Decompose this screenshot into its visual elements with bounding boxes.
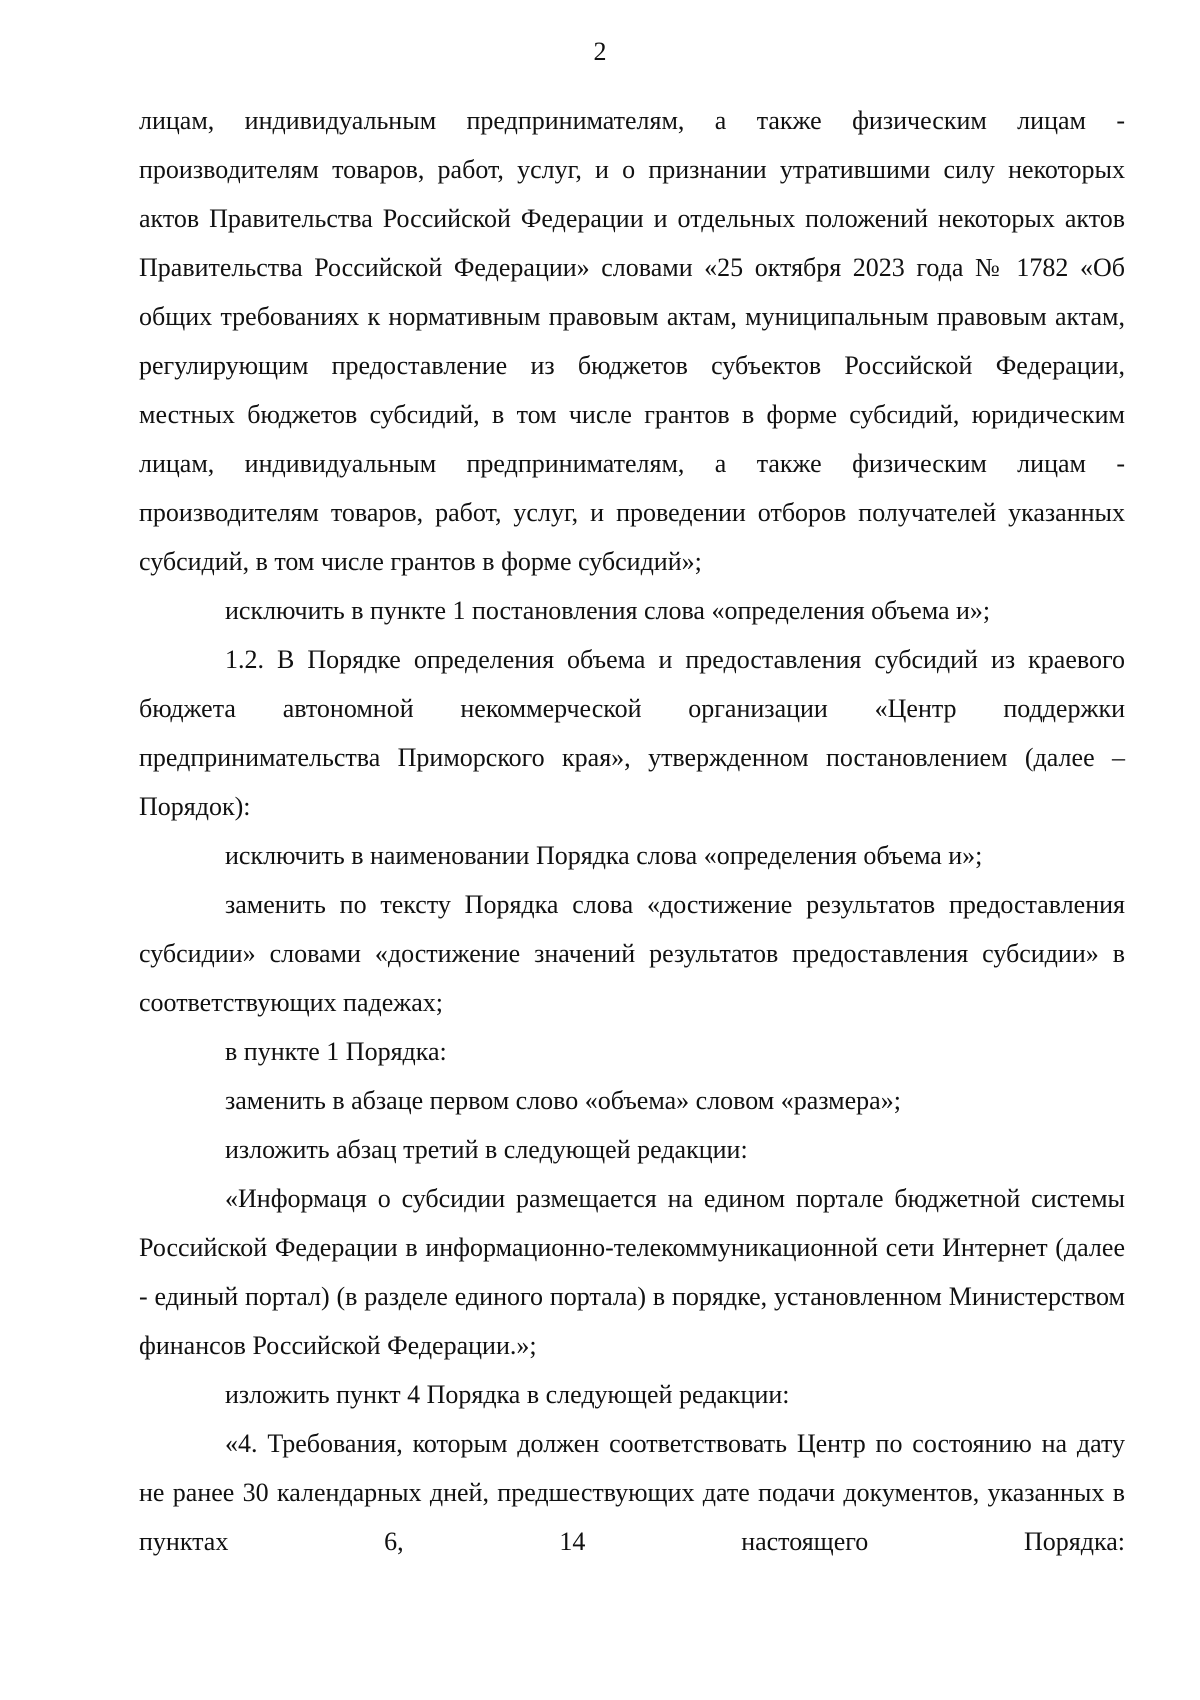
paragraph-exclude-resolution-words: исключить в пункте 1 постановления слова «определения объема и»;: [225, 596, 991, 625]
paragraph-subsidy-info: «Информаця о субсидии размещается на едином портале бюджетной системы Российской Федерации в информационно-телекоммуникационной сети Интернет (далее - единый портал) (в разделе единого портала) в порядке, установленном Министерством финансов Российской Федерации.»;: [139, 1184, 1125, 1360]
paragraph-restate-third: изложить абзац третий в следующей редакции:: [225, 1135, 748, 1164]
document-body: [139, 96, 1125, 1566]
paragraph-replace-text: заменить по тексту Порядка слова «достижение результатов предоставления субсидии» словами «достижение значений результатов предоставления субсидии» в соответствующих падежах;: [139, 890, 1125, 1017]
paragraph-point-4-requirements: «4. Требования, которым должен соответствовать Центр по состоянию на дату не ранее 30 календарных дней, предшествующих дате подачи документов, указанных в пунктах 6, 14 настоящего Порядка:: [139, 1429, 1125, 1556]
paragraph-replace-word: заменить в абзаце первом слово «объема» словом «размера»;: [225, 1086, 901, 1115]
paragraph-1-2: 1.2. В Порядке определения объема и предоставления субсидий из краевого бюджета автономной некоммерческой организации «Центр поддержки предпринимательства Приморского края», утвержденном постановлением (далее – Порядок):: [139, 645, 1125, 821]
paragraph-restate-point-4: изложить пункт 4 Порядка в следующей редакции:: [225, 1380, 790, 1409]
paragraph-continuation: лицам, индивидуальным предпринимателям, а также физическим лицам - производителям товаров, работ, услуг, и о признании утратившими силу некоторых актов Правительства Российской Федерации и отдельных положений некоторых актов Правительства Российской Федерации» словами «25 октября 2023 года № 1782 «Об общих требованиях к нормативным правовым актам, муниципальным правовым актам, регулирующим предоставление из бюджетов субъектов Российской Федерации, местных бюджетов субсидий, в том числе грантов в форме субсидий, юридическим лицам, индивидуальным предпринимателям, а также физическим лицам - производителям товаров, работ, услуг, и проведении отборов получателей указанных субсидий, в том числе грантов в форме субсидий»;: [139, 106, 1125, 576]
page-number: 2: [593, 37, 607, 66]
paragraph-point-1: в пункте 1 Порядка:: [225, 1037, 447, 1066]
paragraph-exclude-title-words: исключить в наименовании Порядка слова «определения объема и»;: [225, 841, 983, 870]
